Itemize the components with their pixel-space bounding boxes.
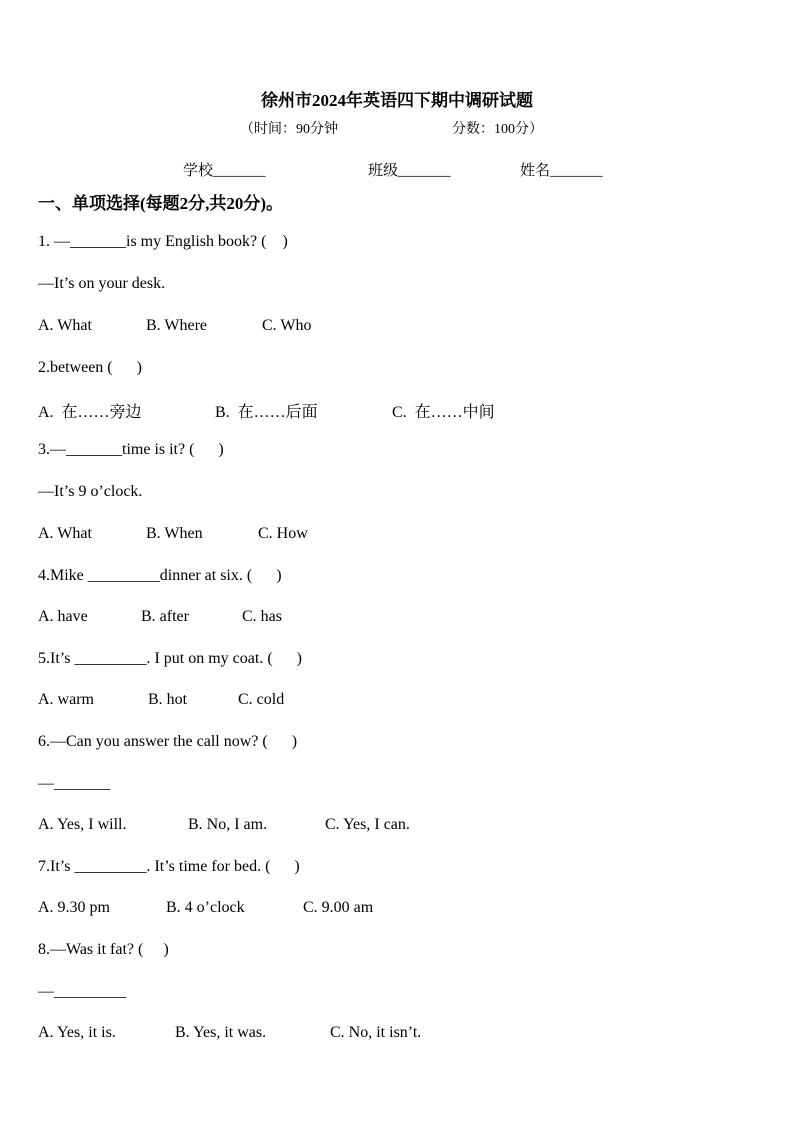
question-8-option-a: A. Yes, it is. <box>38 1024 116 1041</box>
question-2-option-b: B. 在……后面 <box>215 404 318 421</box>
question-7-stem: 7.It’s _________. It’s time for bed. ( ) <box>38 858 300 875</box>
question-8-option-b: B. Yes, it was. <box>175 1024 267 1041</box>
question-7-option-a: A. 9.30 pm <box>38 899 110 916</box>
question-8-stem: 8.—Was it fat? ( ) <box>38 941 169 958</box>
question-1-option-a: A. What <box>38 317 92 334</box>
question-3-stem: 3.—_______time is it? ( ) <box>38 441 224 458</box>
section-title: 一、单项选择(每题2分,共20分)。 <box>38 194 284 213</box>
school-field: 学校_______ <box>183 163 266 179</box>
name-field: 姓名_______ <box>520 163 603 179</box>
question-2-stem: 2.between ( ) <box>38 359 142 376</box>
question-4-stem: 4.Mike _________dinner at six. ( ) <box>38 567 282 584</box>
question-6-option-c: C. Yes, I can. <box>325 816 410 833</box>
question-3-option-b: B. When <box>146 525 203 542</box>
question-1-option-c: C. Who <box>262 317 312 334</box>
question-8-answer-line: —_________ <box>38 983 126 1000</box>
question-5-option-c: C. cold <box>238 691 285 708</box>
exam-title: 徐州市2024年英语四下期中调研试题 <box>261 91 533 110</box>
exam-score: 分数：100分） <box>452 122 543 137</box>
question-2-option-c: C. 在……中间 <box>392 404 495 421</box>
question-7-option-b: B. 4 o’clock <box>166 899 245 916</box>
question-1-option-b: B. Where <box>146 317 208 334</box>
question-2-option-a: A. 在……旁边 <box>38 404 142 421</box>
question-3-option-a: A. What <box>38 525 92 542</box>
question-4-option-c: C. has <box>242 608 282 625</box>
exam-time: （时间：90分钟 <box>240 122 338 137</box>
question-1-answer-line: —It’s on your desk. <box>38 275 166 292</box>
question-4-option-b: B. after <box>141 608 189 625</box>
question-5-option-b: B. hot <box>148 691 188 708</box>
question-5-option-a: A. warm <box>38 691 94 708</box>
question-3-option-c: C. How <box>258 525 308 542</box>
question-1-stem: 1. —_______is my English book? ( ) <box>38 233 288 250</box>
question-6-answer-line: —_______ <box>38 775 110 792</box>
question-6-option-a: A. Yes, I will. <box>38 816 127 833</box>
question-3-answer-line: —It’s 9 o’clock. <box>38 483 143 500</box>
question-6-stem: 6.—Can you answer the call now? ( ) <box>38 733 298 750</box>
question-4-option-a: A. have <box>38 608 88 625</box>
question-6-option-b: B. No, I am. <box>188 816 268 833</box>
question-7-option-c: C. 9.00 am <box>303 899 374 916</box>
question-8-option-c: C. No, it isn’t. <box>330 1024 422 1041</box>
question-5-stem: 5.It’s _________. I put on my coat. ( ) <box>38 650 302 667</box>
class-field: 班级_______ <box>368 163 451 179</box>
